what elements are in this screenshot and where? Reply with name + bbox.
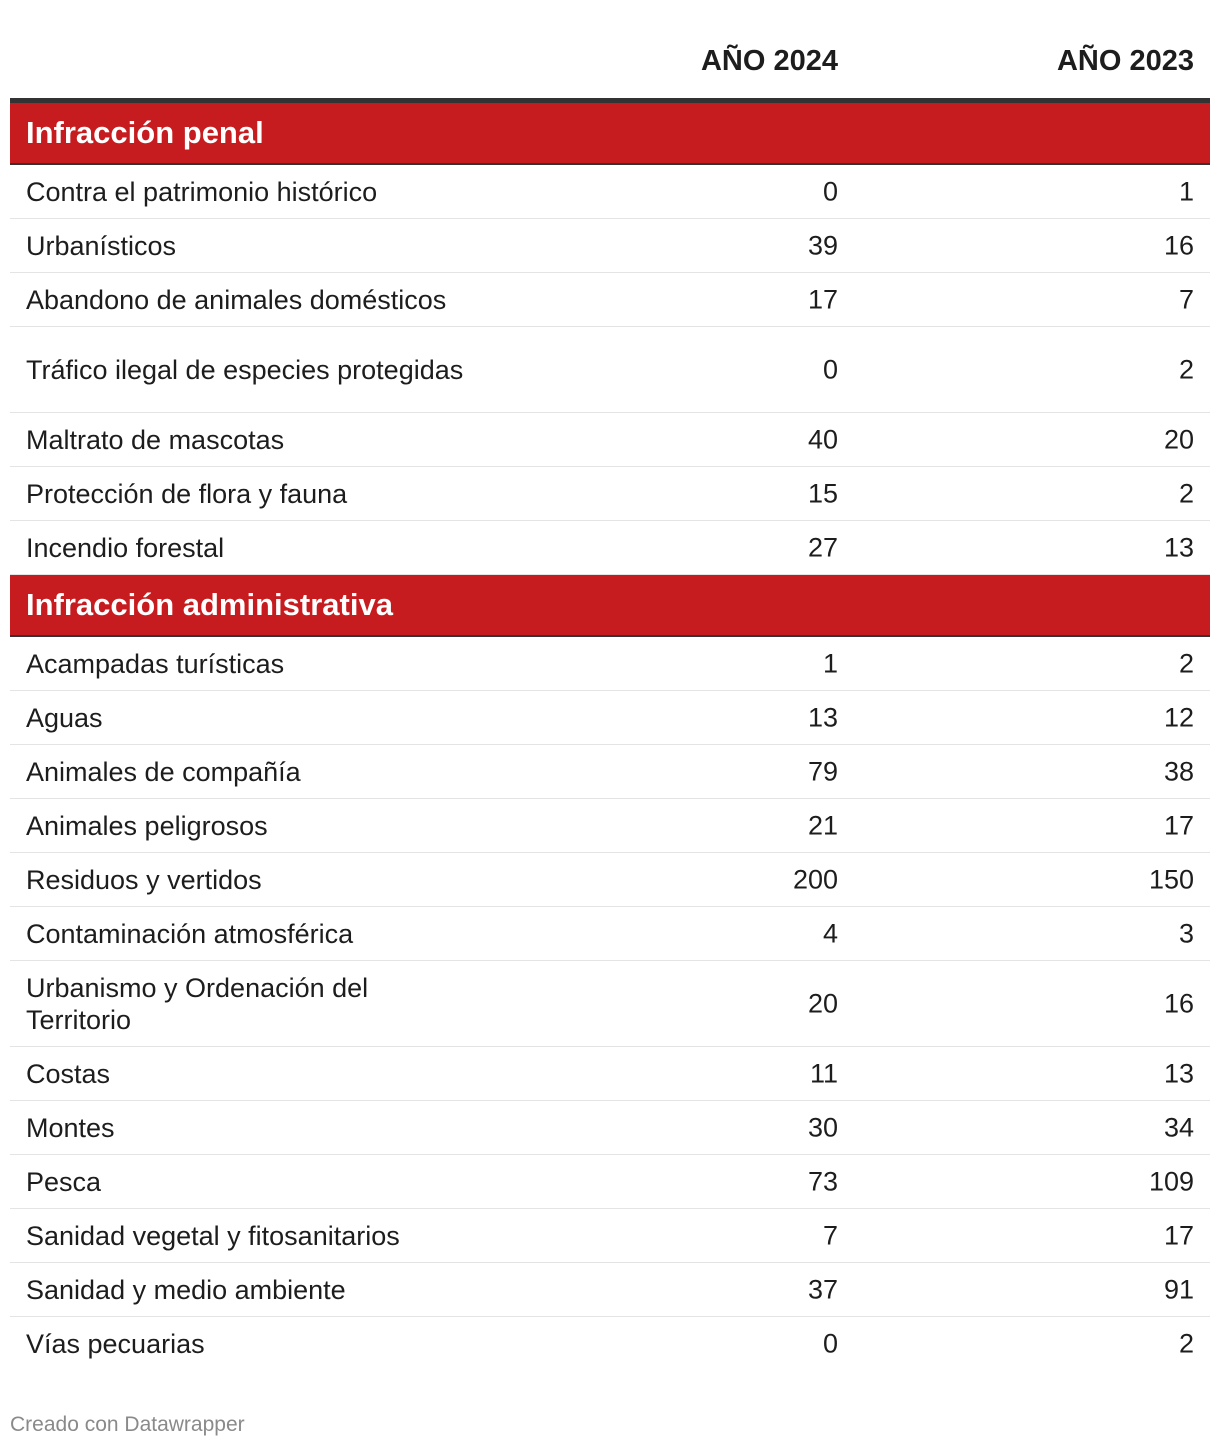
value-2024: 0 [822,1328,838,1359]
value-2023: 38 [1163,756,1194,786]
value-2024: 30 [807,1112,838,1142]
table-row [10,327,1210,413]
table-row [10,413,1210,467]
table-header [10,0,1210,103]
table-body [10,103,1210,1371]
value-2024: 200 [792,864,838,894]
value-2024: 15 [807,478,838,508]
row-label: Pesca [26,1166,102,1197]
row-label: Vías pecuarias [26,1329,205,1359]
value-2023: 7 [1178,284,1194,314]
table-row [10,521,1210,575]
table-row [10,637,1210,691]
table-row [10,961,1210,1047]
value-2023: 17 [1163,1220,1194,1250]
group-header: Infracción penal [10,103,1210,165]
value-2024: 17 [807,284,838,314]
value-2023: 34 [1163,1112,1194,1142]
table-row [10,853,1210,907]
value-2024: 79 [807,756,838,786]
value-2024: 39 [807,230,838,260]
value-2023: 17 [1163,810,1194,840]
table-row [10,799,1210,853]
row-label: Animales de compañía [26,756,301,787]
row-label: Tráfico ilegal de especies protegidas [26,354,464,385]
row-label: Protección de flora y fauna [26,478,348,509]
row-label: Acampadas turísticas [26,648,285,679]
table-row [10,907,1210,961]
value-2023: 2 [1178,354,1194,384]
row-label: Urbanísticos [26,230,177,261]
value-2024: 40 [807,424,838,454]
value-2024: 0 [822,354,838,384]
value-2024: 20 [807,988,838,1018]
value-2023: 2 [1178,1328,1194,1359]
value-2023: 2 [1178,478,1194,508]
table-row [10,1047,1210,1101]
row-label: Contaminación atmosférica [26,918,354,949]
table-row [10,1263,1210,1317]
row-label: Sanidad y medio ambiente [26,1274,346,1305]
value-2024: 21 [807,810,838,840]
value-2023: 2 [1178,648,1194,678]
table-row [10,745,1210,799]
table-row [10,1317,1210,1371]
value-2024: 11 [809,1058,838,1088]
row-label: Incendio forestal [26,532,225,563]
group-header: Infracción administrativa [10,575,1210,637]
value-2023: 13 [1163,532,1194,562]
value-2024: 4 [822,918,838,948]
column-header-2024: AÑO 2024 [700,45,838,77]
table-row [10,219,1210,273]
value-2023: 16 [1163,988,1194,1018]
value-2023: 109 [1148,1166,1194,1196]
table-row [10,1209,1210,1263]
table-row [10,1101,1210,1155]
value-2024: 13 [807,702,838,732]
value-2024: 73 [807,1166,838,1196]
value-2023: 150 [1148,864,1194,894]
table-row [10,1155,1210,1209]
row-label: Costas [26,1058,111,1089]
value-2023: 16 [1163,230,1194,260]
table-row [10,273,1210,327]
value-2023: 91 [1163,1274,1194,1304]
row-label: Montes [26,1112,115,1143]
data-table [10,0,1210,1371]
value-2023: 1 [1178,176,1194,206]
row-label: Sanidad vegetal y fitosanitarios [26,1220,400,1251]
row-label: Contra el patrimonio histórico [26,176,378,207]
table-row [10,467,1210,521]
value-2023: 20 [1163,424,1194,454]
row-label: Abandono de animales domésticos [26,284,447,315]
table-row [10,691,1210,745]
value-2024: 1 [822,648,838,678]
value-2023: 3 [1178,918,1194,948]
row-label: Urbanismo y Ordenación del Territorio [26,972,369,1035]
footer-credit: Creado con Datawrapper [10,1413,245,1436]
value-2024: 27 [807,532,838,562]
value-2023: 13 [1163,1058,1194,1088]
row-label: Aguas [26,702,103,733]
row-label: Animales peligrosos [26,810,268,841]
value-2023: 12 [1163,702,1194,732]
column-header-2023: AÑO 2023 [1056,45,1194,77]
row-label: Maltrato de mascotas [26,424,285,455]
value-2024: 37 [807,1274,838,1304]
value-2024: 7 [822,1220,838,1250]
row-label: Residuos y vertidos [26,864,262,895]
value-2024: 0 [822,176,838,206]
table-row [10,165,1210,219]
